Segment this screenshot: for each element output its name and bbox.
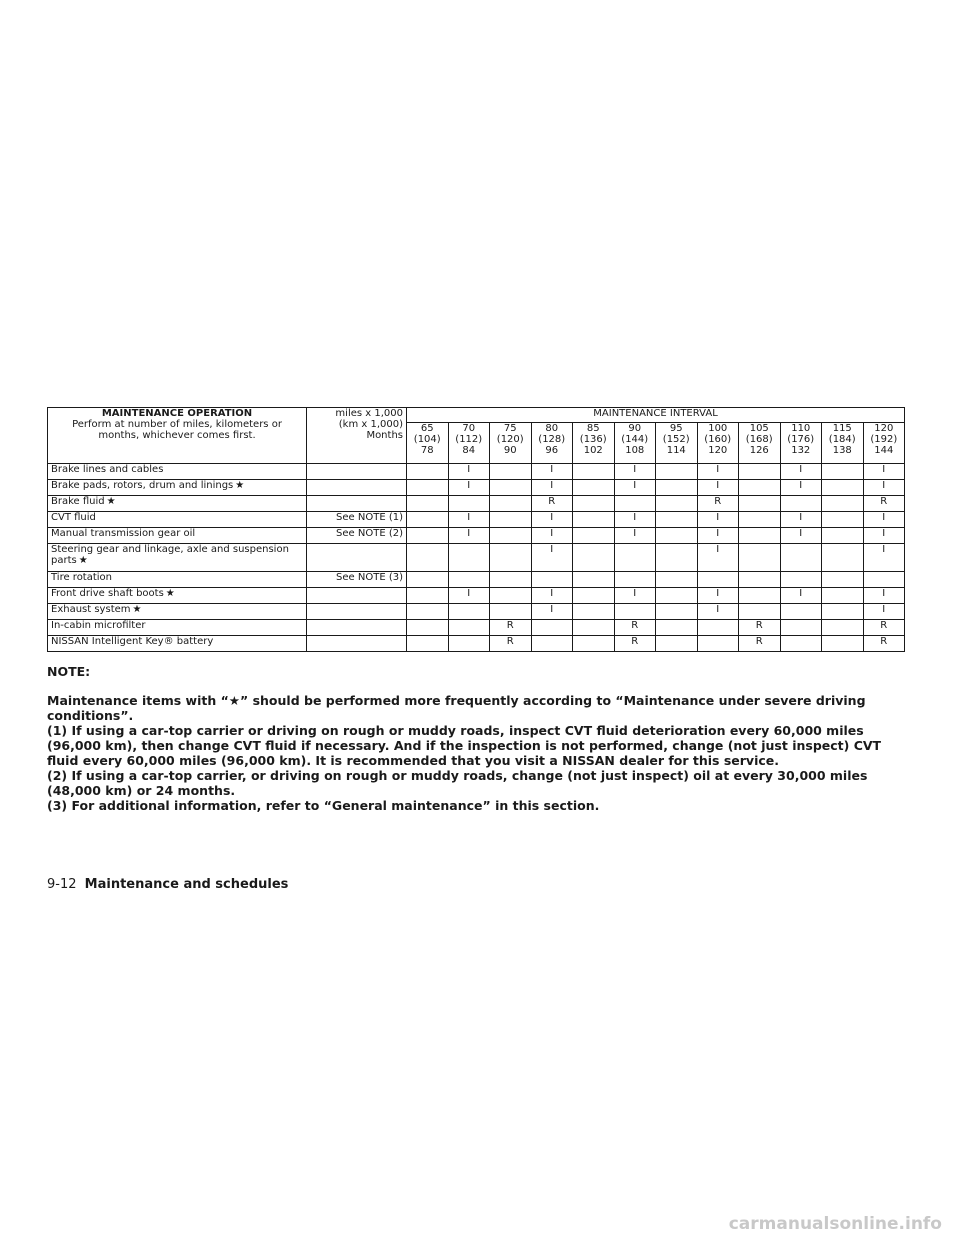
- interval-column-header: 105 (168) 126: [739, 423, 781, 464]
- star-icon: ★: [132, 604, 142, 615]
- interval-mark-cell: I: [780, 480, 822, 496]
- operation-header: [48, 408, 307, 464]
- table-row: [48, 572, 905, 588]
- note-2-gear-oil: (2) If using a car-top carrier, or driving on rough or muddy roads, change (not just inspect) oil at every 30,000 miles (48,000 km) or 24 months.: [47, 768, 868, 798]
- interval-mark-cell: I: [448, 512, 490, 528]
- maintenance-item-cell: [48, 604, 307, 620]
- interval-mark-cell: I: [863, 588, 905, 604]
- interval-mark-cell: [780, 636, 822, 652]
- interval-mark-cell: [448, 544, 490, 572]
- interval-mark-cell: [614, 496, 656, 512]
- interval-mark-cell: I: [614, 464, 656, 480]
- interval-mark-cell: [822, 528, 864, 544]
- note-3-general-maintenance: (3) For additional information, refer to “General maintenance” in this section.: [47, 798, 600, 813]
- note-reference-cell: [307, 620, 407, 636]
- interval-column-header: 90 (144) 108: [614, 423, 656, 464]
- note-severe-conditions: Maintenance items with “★” should be performed more frequently according to “Maintenance under severe driving conditions”.: [47, 693, 866, 723]
- interval-mark-cell: I: [697, 588, 739, 604]
- interval-mark-cell: [490, 496, 532, 512]
- interval-column-header: 100 (160) 120: [697, 423, 739, 464]
- interval-mark-cell: I: [448, 588, 490, 604]
- note-reference-cell: [307, 588, 407, 604]
- interval-mark-cell: [739, 464, 781, 480]
- interval-mark-cell: [531, 572, 573, 588]
- page-number: 9-12: [47, 877, 77, 892]
- interval-mark-cell: [531, 620, 573, 636]
- interval-column-header: 120 (192) 144: [863, 423, 905, 464]
- note-reference-cell: See NOTE (3): [307, 572, 407, 588]
- interval-mark-cell: I: [614, 588, 656, 604]
- interval-column-header: 95 (152) 114: [656, 423, 698, 464]
- interval-mark-cell: [739, 512, 781, 528]
- interval-mark-cell: I: [531, 480, 573, 496]
- interval-mark-cell: [573, 464, 615, 480]
- interval-mark-cell: [448, 620, 490, 636]
- interval-mark-cell: [614, 572, 656, 588]
- interval-mark-cell: [407, 572, 449, 588]
- interval-mark-cell: [697, 620, 739, 636]
- interval-mark-cell: [490, 544, 532, 572]
- interval-mark-cell: [407, 528, 449, 544]
- interval-mark-cell: [656, 604, 698, 620]
- table-row: [48, 620, 905, 636]
- maintenance-item-label: Brake fluid: [51, 496, 105, 507]
- interval-mark-cell: [573, 604, 615, 620]
- interval-mark-cell: [780, 544, 822, 572]
- interval-mark-cell: I: [531, 588, 573, 604]
- interval-mark-cell: [490, 512, 532, 528]
- note-reference-cell: See NOTE (1): [307, 512, 407, 528]
- interval-mark-cell: R: [863, 496, 905, 512]
- interval-mark-cell: I: [697, 464, 739, 480]
- star-icon: ★: [235, 480, 245, 491]
- interval-mark-cell: R: [739, 620, 781, 636]
- interval-mark-cell: I: [697, 512, 739, 528]
- maintenance-item-cell: [48, 480, 307, 496]
- note-reference-cell: See NOTE (2): [307, 528, 407, 544]
- interval-mark-cell: I: [697, 544, 739, 572]
- interval-mark-cell: [739, 496, 781, 512]
- notes-section: [47, 664, 909, 813]
- table-row: [48, 636, 905, 652]
- maintenance-item-label: NISSAN Intelligent Key® battery: [51, 636, 214, 647]
- interval-mark-cell: [656, 572, 698, 588]
- interval-mark-cell: I: [780, 512, 822, 528]
- interval-mark-cell: R: [863, 636, 905, 652]
- maintenance-item-cell: [48, 512, 307, 528]
- interval-mark-cell: R: [614, 620, 656, 636]
- interval-mark-cell: [490, 528, 532, 544]
- interval-mark-cell: [407, 464, 449, 480]
- operation-subtitle: Perform at number of miles, kilometers or months, whichever comes first.: [72, 419, 282, 441]
- interval-mark-cell: [780, 572, 822, 588]
- interval-mark-cell: [573, 572, 615, 588]
- interval-mark-cell: [822, 604, 864, 620]
- table-row: [48, 528, 905, 544]
- maintenance-item-label: Front drive shaft boots: [51, 588, 164, 599]
- interval-column-header: 70 (112) 84: [448, 423, 490, 464]
- unit-header: miles x 1,000 (km x 1,000) Months: [307, 408, 407, 464]
- table-row: [48, 588, 905, 604]
- star-icon: ★: [106, 496, 116, 507]
- maintenance-item-label: Brake lines and cables: [51, 464, 164, 475]
- interval-mark-cell: [739, 480, 781, 496]
- interval-mark-cell: [822, 544, 864, 572]
- maintenance-item-label: Manual transmission gear oil: [51, 528, 196, 539]
- interval-mark-cell: [822, 636, 864, 652]
- interval-mark-cell: I: [614, 512, 656, 528]
- interval-mark-cell: I: [863, 464, 905, 480]
- interval-mark-cell: [822, 620, 864, 636]
- interval-column-header: 75 (120) 90: [490, 423, 532, 464]
- maintenance-item-label: Steering gear and linkage, axle and suspension parts: [51, 544, 289, 566]
- table-row: [48, 496, 905, 512]
- interval-mark-cell: [448, 572, 490, 588]
- interval-mark-cell: I: [614, 528, 656, 544]
- note-1-cvt-fluid: (1) If using a car-top carrier or driving on rough or muddy roads, inspect CVT fluid deterioration every 60,000 miles (96,000 km), then change CVT fluid if necessary. And if the inspection is not performed, change (not just inspect) CVT fluid every 60,000 miles (96,000 km). It is recommended that you visit a NISSAN dealer for this service.: [47, 723, 882, 768]
- table-row: [48, 604, 905, 620]
- table-row: [48, 480, 905, 496]
- note-reference-cell: [307, 464, 407, 480]
- note-reference-cell: [307, 544, 407, 572]
- interval-mark-cell: [407, 496, 449, 512]
- interval-mark-cell: I: [531, 512, 573, 528]
- interval-mark-cell: [573, 528, 615, 544]
- interval-mark-cell: [407, 604, 449, 620]
- interval-mark-cell: I: [448, 464, 490, 480]
- table-row: [48, 544, 905, 572]
- interval-mark-cell: [614, 604, 656, 620]
- interval-mark-cell: [573, 496, 615, 512]
- interval-mark-cell: [656, 544, 698, 572]
- interval-mark-cell: I: [780, 528, 822, 544]
- interval-mark-cell: I: [863, 528, 905, 544]
- interval-mark-cell: [573, 588, 615, 604]
- table-row: [48, 464, 905, 480]
- interval-mark-cell: R: [697, 496, 739, 512]
- page-footer: [47, 877, 288, 893]
- interval-mark-cell: I: [697, 528, 739, 544]
- interval-mark-cell: I: [697, 604, 739, 620]
- interval-mark-cell: I: [531, 464, 573, 480]
- interval-mark-cell: I: [448, 528, 490, 544]
- interval-mark-cell: R: [531, 496, 573, 512]
- interval-mark-cell: [490, 572, 532, 588]
- interval-mark-cell: I: [863, 480, 905, 496]
- interval-mark-cell: [780, 496, 822, 512]
- note-reference-cell: [307, 636, 407, 652]
- interval-mark-cell: [407, 512, 449, 528]
- interval-mark-cell: R: [863, 620, 905, 636]
- interval-mark-cell: [448, 604, 490, 620]
- interval-mark-cell: [697, 636, 739, 652]
- interval-mark-cell: [656, 636, 698, 652]
- section-title: Maintenance and schedules: [84, 877, 289, 892]
- interval-column-header: 65 (104) 78: [407, 423, 449, 464]
- interval-mark-cell: [573, 636, 615, 652]
- interval-mark-cell: [407, 544, 449, 572]
- maintenance-item-cell: [48, 544, 307, 572]
- interval-mark-cell: [739, 544, 781, 572]
- interval-header: MAINTENANCE INTERVAL: [407, 408, 905, 423]
- interval-mark-cell: [656, 620, 698, 636]
- interval-mark-cell: [573, 544, 615, 572]
- interval-mark-cell: [656, 528, 698, 544]
- interval-mark-cell: R: [490, 636, 532, 652]
- maintenance-item-cell: [48, 588, 307, 604]
- interval-mark-cell: [656, 512, 698, 528]
- interval-mark-cell: I: [531, 604, 573, 620]
- interval-mark-cell: [739, 604, 781, 620]
- star-icon: ★: [78, 555, 88, 566]
- interval-mark-cell: I: [780, 588, 822, 604]
- interval-mark-cell: [448, 636, 490, 652]
- interval-mark-cell: [822, 480, 864, 496]
- maintenance-item-label: Brake pads, rotors, drum and linings: [51, 480, 234, 491]
- interval-mark-cell: [490, 464, 532, 480]
- interval-mark-cell: [614, 544, 656, 572]
- interval-mark-cell: I: [531, 544, 573, 572]
- interval-mark-cell: [407, 588, 449, 604]
- interval-mark-cell: [739, 528, 781, 544]
- interval-mark-cell: I: [863, 604, 905, 620]
- interval-mark-cell: [573, 480, 615, 496]
- maintenance-item-cell: [48, 620, 307, 636]
- maintenance-item-label: Exhaust system: [51, 604, 131, 615]
- interval-mark-cell: [780, 604, 822, 620]
- maintenance-schedule-table: [47, 407, 905, 652]
- interval-mark-cell: [490, 588, 532, 604]
- note-reference-cell: [307, 604, 407, 620]
- interval-mark-cell: [448, 496, 490, 512]
- watermark-text: carmanualsonline.info: [728, 1214, 942, 1234]
- interval-mark-cell: [863, 572, 905, 588]
- interval-mark-cell: I: [614, 480, 656, 496]
- star-icon: ★: [165, 588, 175, 599]
- interval-mark-cell: I: [863, 544, 905, 572]
- schedule-body: [48, 464, 905, 652]
- interval-mark-cell: [656, 496, 698, 512]
- interval-mark-cell: [407, 636, 449, 652]
- note-reference-cell: [307, 480, 407, 496]
- interval-mark-cell: [822, 512, 864, 528]
- interval-column-header: 85 (136) 102: [573, 423, 615, 464]
- interval-mark-cell: I: [780, 464, 822, 480]
- interval-column-header: 110 (176) 132: [780, 423, 822, 464]
- interval-mark-cell: [822, 572, 864, 588]
- interval-mark-cell: [656, 480, 698, 496]
- notes-title: NOTE:: [47, 664, 91, 679]
- interval-mark-cell: [780, 620, 822, 636]
- maintenance-item-label: Tire rotation: [51, 572, 113, 583]
- interval-mark-cell: [739, 572, 781, 588]
- interval-mark-cell: [656, 464, 698, 480]
- maintenance-item-cell: [48, 464, 307, 480]
- table-row: [48, 512, 905, 528]
- interval-mark-cell: R: [614, 636, 656, 652]
- maintenance-item-cell: [48, 528, 307, 544]
- note-reference-cell: [307, 496, 407, 512]
- interval-mark-cell: [531, 636, 573, 652]
- interval-mark-cell: [490, 480, 532, 496]
- interval-mark-cell: I: [863, 512, 905, 528]
- interval-mark-cell: I: [448, 480, 490, 496]
- interval-mark-cell: R: [739, 636, 781, 652]
- interval-mark-cell: [822, 588, 864, 604]
- maintenance-item-cell: [48, 572, 307, 588]
- maintenance-item-label: In-cabin microfilter: [51, 620, 146, 631]
- interval-mark-cell: R: [490, 620, 532, 636]
- interval-mark-cell: [656, 588, 698, 604]
- interval-mark-cell: [822, 496, 864, 512]
- interval-mark-cell: [739, 588, 781, 604]
- interval-mark-cell: [407, 480, 449, 496]
- maintenance-item-cell: [48, 496, 307, 512]
- interval-mark-cell: [822, 464, 864, 480]
- interval-column-header: 115 (184) 138: [822, 423, 864, 464]
- interval-mark-cell: [573, 512, 615, 528]
- interval-mark-cell: [697, 572, 739, 588]
- interval-mark-cell: [490, 604, 532, 620]
- interval-column-header: 80 (128) 96: [531, 423, 573, 464]
- operation-title: MAINTENANCE OPERATION: [101, 408, 253, 419]
- maintenance-item-label: CVT fluid: [51, 512, 96, 523]
- maintenance-item-cell: [48, 636, 307, 652]
- interval-mark-cell: I: [697, 480, 739, 496]
- interval-mark-cell: I: [531, 528, 573, 544]
- interval-mark-cell: [573, 620, 615, 636]
- interval-mark-cell: [407, 620, 449, 636]
